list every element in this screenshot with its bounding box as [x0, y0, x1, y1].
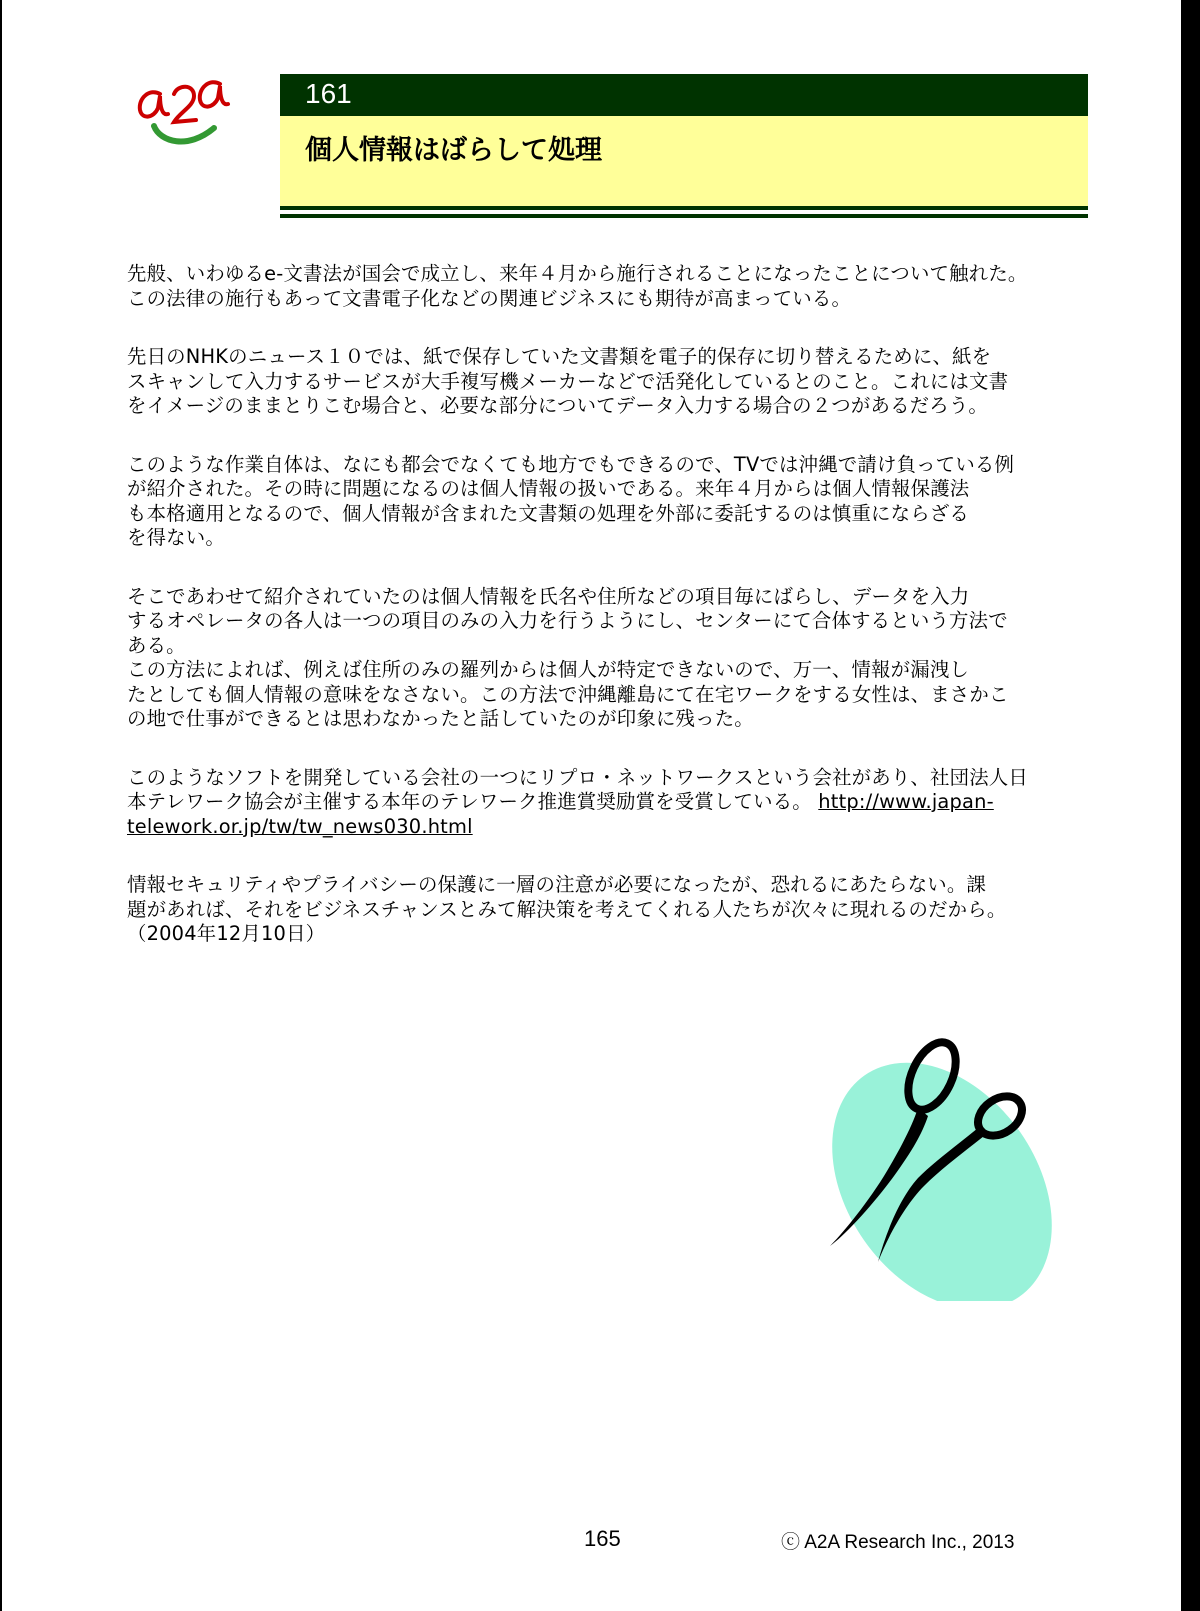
paragraph-6 [127, 873, 1087, 947]
paragraph-3 [127, 453, 1087, 551]
text-line [127, 790, 1087, 815]
text-line: ある。 [127, 633, 186, 657]
text-line: スキャンして入力するサービスが大手複写機メーカーなどで活発化しているとのこと。これには文書 [127, 369, 1009, 393]
copyright-notice: ⓒ A2A Research Inc., 2013 [781, 1532, 1015, 1553]
text-segment: 本テレワーク協会が主催する本年のテレワーク推進賞奨励賞を受賞している。 [127, 790, 812, 813]
text-line: の地で仕事ができるとは思わなかったと話していたのが印象に残った。 [127, 707, 754, 730]
text-line: が紹介された。その時に問題になるのは個人情報の扱いである。来年４月からは個人情報保護法 [127, 477, 970, 500]
scissors-icon [822, 1036, 1062, 1301]
text-line: 題があれば、それをビジネスチャンスとみて解決策を考えてくれる人たちが次々に現れるのだから。 [127, 897, 1007, 921]
a2a-logo [132, 70, 242, 160]
paragraph-4 [127, 585, 1087, 732]
text-line: も本格適用となるので、個人情報が含まれた文書類の処理を外部に委託するのは慎重にならざる [127, 501, 970, 525]
text-line: そこであわせて紹介されていたのは個人情報を氏名や住所などの項目毎にばらし、データを入力 [127, 584, 970, 608]
page-border-left [0, 0, 2, 1611]
article-body [127, 262, 1087, 981]
telework-link-continued[interactable]: telework.or.jp/tw/tw_news030.html [127, 814, 473, 838]
text-line: をイメージのままとりこむ場合と、必要な部分についてデータ入力する場合の２つがあるだろう。 [127, 394, 989, 417]
text-line: を得ない。 [127, 526, 225, 549]
article-title: 個人情報はばらして処理 [305, 135, 602, 166]
article-number: 161 [305, 78, 352, 109]
header-rule-top [280, 206, 1088, 210]
paragraph-2 [127, 345, 1087, 419]
header-number-bar [280, 74, 1088, 116]
text-line: するオペレータの各人は一つの項目のみの入力を行うようにし、センターにて合体するという方法で [127, 609, 1008, 632]
page-border-right [1181, 0, 1200, 1611]
text-line: このようなソフトを開発している会社の一つにリプロ・ネットワークスという会社があり、社団法人日 [127, 765, 1028, 789]
paragraph-1 [127, 262, 1087, 311]
header-rule-bottom [280, 214, 1088, 218]
page-number: 165 [584, 1526, 621, 1551]
text-line: この方法によれば、例えば住所のみの羅列からは個人が特定できないので、万一、情報が漏洩し [127, 658, 970, 681]
text-line [127, 815, 1087, 840]
text-line: 先般、いわゆるe-文書法が国会で成立し、来年４月から施行されることになったことについて触れた。 [127, 262, 1028, 285]
paragraph-5 [127, 766, 1087, 840]
text-line: この法律の施行もあって文書電子化などの関連ビジネスにも期待が高まっている。 [127, 286, 852, 310]
text-line: 情報セキュリティやプライバシーの保護に一層の注意が必要になったが、恐れるにあたらない。課 [127, 873, 987, 896]
text-line: 先日のNHKのニュース１０では、紙で保存していた文書類を電子的保存に切り替えるために、紙を [127, 345, 992, 368]
date-line: （2004年12月10日） [127, 922, 326, 945]
telework-link[interactable]: http://www.japan- [818, 790, 994, 813]
text-line: このような作業自体は、なにも都会でなくても地方でもできるので、TVでは沖縄で請け負っている例 [127, 452, 1015, 476]
text-line: たとしても個人情報の意味をなさない。この方法で沖縄離島にて在宅ワークをする女性は、まさかこ [127, 682, 1009, 706]
